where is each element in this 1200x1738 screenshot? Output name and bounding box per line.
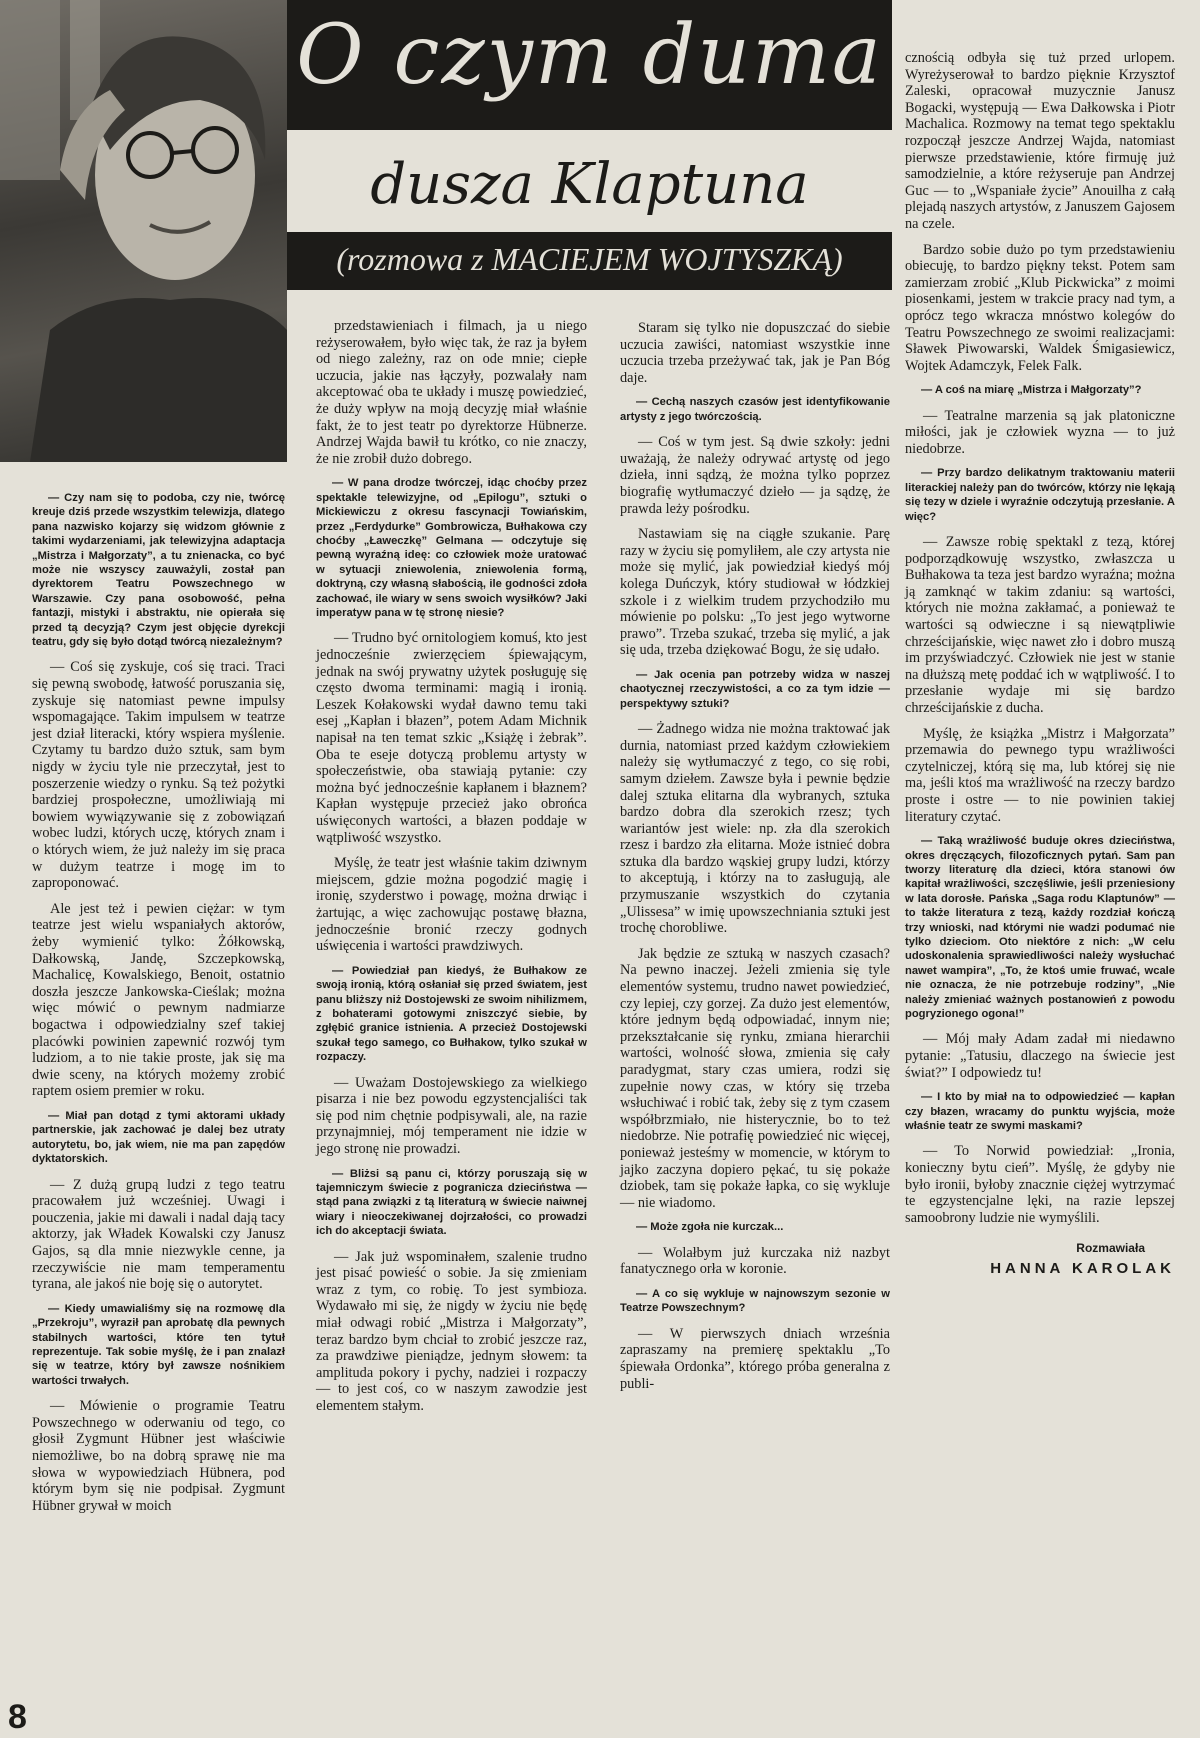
- interview-paragraph: — Coś się zyskuje, coś się traci. Traci się pewną swobodę, łatwość poruszania się, zyskuje się natomiast pewne impulsy wspomagające. Takim impulsem w teatrze jest dział literacki, który wspiera myślenie. Czytamy tu bardzo dużo sztuk, sam bym nigdy w życiu tyle nie przeczytał, jest to poszerzenie wiedzy o rynku. Są też pożytki bardziej prospołeczne, umożliwiają mi bowiem wywiązywanie się z zobowiązań wobec ludzi, których uczę, których znam i o których wiem, że już należy im się praca w dużym teatrze i mogę im to zaproponować.: [32, 659, 285, 892]
- interview-paragraph: Nastawiam się na ciągłe szukanie. Parę razy w życiu się pomyliłem, ale czy artysta nie może się mylić, jak powiedział kiedyś mój kolega Duńczyk, który studiował w łódzkiej szkole i z wielkim trudem przychodziło mu mówienie po polsku: „To jest jego wytworne prawo”. Trzeba szukać, trzeba się mylić, a jak się uda, trzeba dziękować Bogu, że się udało.: [620, 526, 890, 659]
- interview-paragraph: — Uważam Dostojewskiego za wielkiego pisarza i nie bez powodu egzystencjaliści tak się pod nim chętnie podpisywali, ale, na razie przynajmniej, mój temperament nie idzie w jego stronę nie prowadzi.: [316, 1074, 587, 1157]
- interview-paragraph: — Mój mały Adam zadał mi niedawno pytanie: „Tatusiu, dlaczego na świecie jest świat?” I odpowiedz tu!: [905, 1031, 1175, 1081]
- interview-paragraph: Staram się tylko nie dopuszczać do siebie uczucia zawiści, natomiast wszystkie inne uczucia trzeba przeżywać tak, jak je Pan Bóg daje.: [620, 320, 890, 386]
- interview-paragraph: — Z dużą grupą ludzi z tego teatru pracowałem już wcześniej. Uwagi i pouczenia, jakie mi dawali i nadal dają tacy aktorzy, jak Władek Kowalski czy Janusz Gajos, są dla mnie niezwykle cenne, ja rzeczywiście nie mam temperamentu tyrana, ale jakoś nie boję się o autorytet.: [32, 1176, 285, 1293]
- interview-question: — W pana drodze twórczej, idąc choćby przez spektakle telewizyjne, od „Epilogu”, sztuki o Mickiewiczu z okresu fascynacji Towiańskim, przez „Ferdydurke” Gombrowicza, Bułhakowa czy choćby „Ławeczkę” Gelmana — odczytuje się pewną wyraźną ideę: co człowiek może uratować w sytuacji zniewolenia, zniewolenia formą, doktryną, czy własną słabością, ile godności zdoła zachować, ile wiary w sens swoich wysiłków? Jaki imperatyw pana w tę stronę niesie?: [316, 477, 587, 619]
- title-line-2: dusza Klaptuna: [370, 152, 809, 217]
- article-title: [287, 0, 892, 298]
- interview-paragraph: Myślę, że książka „Mistrz i Małgorzata” przemawia do pewnego typu wrażliwości czytelniczej, którą się ma, lub której się nie ma, jeśli ktoś ma wrażliwość na rzeczy bardzo proste i ostre — to nie powinien takiej literatury czytać.: [905, 725, 1175, 825]
- interview-paragraph: — Trudno być ornitologiem komuś, kto jest jednocześnie zwierzęciem śpiewającym, jednak na swój prywatny użytek posługuję się często dwoma terminami: magią i ironią. Leszek Kołakowski wydał dawno temu taki esej „Kapłan i błazen”, potem Adam Michnik napisał na ten temat szkic „Książę i żebrak”. Oba te eseje dotyczą problemu artysty w społeczeństwie, oba stawiają pytanie: czy można być jednocześnie kapłanem i błaznem? Kapłan występuje przecież jako obrońca uświęconych wartości, a błazen poddaje w wątpliwość wszystko.: [316, 630, 587, 846]
- interview-question: — Czy nam się to podoba, czy nie, twórcę kreuje dziś przede wszystkim telewizja, dlatego pana nazwisko kojarzy się widzom głównie z takimi wydarzeniami, jak telewizyjna adaptacja „Mistrza i Małgorzaty”, a tu znienacka, co być może nie wszyscy zauważyli, został pan dyrektorem Teatru Powszechnego w Warszawie. Czy pana osobowość, pełna fantazji, mistyki i abstraktu, nie opierała się przed tą decyzją? Czym jest objęcie dyrekcji teatru, gdy się było dotąd twórcą niezależnym?: [32, 492, 285, 649]
- interview-paragraph: Jak będzie ze sztuką w naszych czasach? Na pewno inaczej. Jeżeli zmienia się tyle elementów systemu, trudno nawet powiedzieć, czy lepiej, czy gorzej. Za dużo jest elementów, które jednym będą odpowiadać, innym nie; przekształcanie się rynku, zmiana hierarchii wartości, wolność słowa, zmienia się cały paradygmat, stary czas umiera, rodzi się zupełnie nowy czas, w który się trzeba wsłuchiwać i robić tak, żeby się z tym czasem współbrzmiało, nie histerycznie, bo to też niedobrze. Nie potrafię powiedzieć nic więcej, ponieważ jesteśmy w momencie, w którym to jajko zaczyna dopiero pękać, tu się pokaże dziobek, tam się pokaże łapka, co się wykluje — nie wiadomo.: [620, 945, 890, 1211]
- interview-paragraph: — W pierwszych dniach września zapraszamy na premierę spektaklu „To śpiewała Ordonka”, którego próba generalna z publi-: [620, 1325, 890, 1392]
- column-3: [620, 320, 890, 1401]
- column-2: [316, 318, 587, 1423]
- portrait-photo: [0, 0, 287, 462]
- signature-name: HANNA KAROLAK: [990, 1260, 1175, 1278]
- portrait-photo-drawing: [0, 0, 287, 462]
- interview-paragraph: — Jak już wspominałem, szalenie trudno jest pisać powieść o sobie. Ja się zmieniam wraz z tym, co robię. To jest symbioza. Wydawało mi się, że nigdy w życiu nie będę miał odwagi robić „Mistrza i Małgorzaty”, teraz bardzo bym chciał to zrobić jeszcze raz, za prawdziwe pieniądze, jednym słowem: ta amplituda pokory i pychy, nadziei i rozpaczy — to jest coś, co w naszym zawodzie jest elementem stałym.: [316, 1248, 587, 1414]
- title-line-1: O czym duma: [296, 8, 883, 103]
- page-number: 8: [8, 1698, 27, 1736]
- interview-question: — Powiedział pan kiedyś, że Bułhakow ze swoją ironią, którą osłaniał się przed światem, jest panu bliższy niż Dostojewski ze swoim nihilizmem, z bohaterami gotowymi zniszczyć siebie, by zgłębić granice istnienia. A przecież Dostojewski szukał tego samego, co Bułhakow, tylko szukał w rozpaczy.: [316, 964, 587, 1064]
- interview-paragraph: Myślę, że teatr jest właśnie takim dziwnym miejscem, gdzie można pogodzić magię i ironię, szyderstwo i powagę, można drwiąc i żartując, a więc zachowując postawę błazna, jednocześnie bronić rzeczy godnych uświęcenia i wartości prawdziwych.: [316, 855, 587, 955]
- interview-question: — A coś na miarę „Mistrza i Małgorzaty”?: [921, 384, 1142, 397]
- column-1: [32, 487, 285, 1523]
- title-subtitle: (rozmowa z MACIEJEM WOJTYSZKĄ): [336, 241, 843, 277]
- interview-paragraph: Bardzo sobie dużo po tym przedstawieniu obiecuję, to bardzo piękny tekst. Potem sam zamierzam zrobić „Klub Pickwicka” z moimi piosenkami, jestem w trakcie pracy nad tym, a oprócz tego wkracza mnóstwo kolegów do Teatru Powszechnego ze swoimi realizacjami: Sławek Piwowarski, Waldek Śmigasiewicz, Wojtek Adamczyk, Felek Falk.: [905, 241, 1175, 374]
- interview-paragraph: — Teatralne marzenia są jak platoniczne miłości, jak je człowiek wyzna — to już niedobrze.: [905, 407, 1175, 457]
- interview-question: — Przy bardzo delikatnym traktowaniu materii literackiej należy pan do twórców, którzy nie lękają się tezy w dziele i wyraźnie odczytują przesłanie. A więc?: [905, 467, 1175, 523]
- interview-paragraph: — To Norwid powiedział: „Ironia, konieczny bytu cień”. Myślę, że gdyby nie było ironii, byłoby znacznie ciężej wytrzymać te egzystencjalne lęki, na razie lepszej samoobrony ludzie nie wymyślili.: [905, 1143, 1175, 1226]
- interview-question: — Taką wrażliwość buduje okres dzieciństwa, okres dręczących, filozoficznych pytań. Sam pan tworzy literaturę dla dzieci, która stanowi ów kapitał wrażliwości, szczęśliwie, jeśli przeniesiony w lata dorosłe. Pańska „Saga rodu Klaptunów” — to także literatura z tezą, każdy rozdział kończą trzy wnioski, nad którymi nie wadzi podumać nie tylko dzieciom. Oto niektóre z nich: „W celu udoskonalenia sprawiedliwości należy wysłuchać nawet wampira”, „To, że ktoś umie fruwać, wcale nie oznacza, że nie potrzebuje rodziny”, „Nie należy zmieniać ważnych postanowień z powodu pogryzionego ogona!”: [905, 835, 1175, 1021]
- interview-paragraph: cznością odbyła się tuż przed urlopem. Wyreżyserował to bardzo pięknie Krzysztof Zaleski, opracował muzycznie Janusz Bogacki, występują — Ewa Dałkowska i Piotr Machalica. Rozmowy na temat tego spektaklu rozpoczął jeszcze Andrzej Wajda, natomiast pierwsze przedstawienie, które firmuję już samodzielnie, a które reżyseruje pan Andrzej Guc — to „Wspaniałe życie” Anouilha z całą plejadą naszych artystów, z Januszem Gajosem na czele.: [905, 50, 1175, 232]
- interview-paragraph: — Mówienie o programie Teatru Powszechnego w oderwaniu od tego, co głosił Zygmunt Hübner jest właściwie niemożliwe, bo na dobrą sprawę nie ma słowa w wypowiedziach Hübnera, pod którym bym się nie podpisał. Zygmunt Hübner grywał w moich: [32, 1398, 285, 1514]
- interview-paragraph: — Coś w tym jest. Są dwie szkoły: jedni uważają, że należy odrywać artystę od jego dzieła, inni sądzą, że można tylko poprzez biografię wytłumaczyć dzieło — ja sądzę, że prawda leży pośrodku.: [620, 434, 890, 517]
- interview-question: — Miał pan dotąd z tymi aktorami układy partnerskie, jak zachować je dalej bez utraty autorytetu, bo, jak wiem, nie ma pan zapędów dyktatorskich.: [32, 1109, 285, 1166]
- interview-question: — Może zgoła nie kurczak...: [636, 1221, 784, 1234]
- interview-paragraph: — Żadnego widza nie można traktować jak durnia, natomiast przed każdym człowiekiem należy się wytłumaczyć z tego, co się robi, samym dziełem. Zawsze była i pewnie będzie dalej sztuka elitarna dla wybranych, sztuka bardzo dobra dla szerokich rzesz; tych wariantów jest wiele: np. zła dla szerokich rzesz i bardzo zła elitarna. Może istnieć dobra sztuka dla bardzo wąskiej grupy ludzi, którzy to akceptują, i którzy na to zasługują, ale przymuszanie wszystkich do czytania „Ulissesa” w imię upowszechniania sztuki jest trochę chorobliwe.: [620, 721, 890, 937]
- column-4: [905, 50, 1175, 1278]
- interview-paragraph: Ale jest też i pewien ciężar: w tym teatrze jest wielu wspaniałych aktorów, żeby wymienić tylko: Żółkowską, Dałkowską, Jandę, Szczepkowską, Machalicę, Kowalskiego, Benoit, ostatnio doszła jeszcze Jankowska-Cieślak; można więc mówić o pewnym nadmiarze bogactwa i odpowiedzialny szef takiej placówki powinien zapewnić rozwój tym ludziom, a to nie takie proste, jak się ma dwie sceny, na których możemy zrobić raptem osiem premier w roku.: [32, 900, 285, 1100]
- interview-paragraph: przedstawieniach i filmach, ja u niego reżyserowałem, było więc tak, że raz ja byłem od niego zależny, raz on ode mnie; ciepłe uczucia, jakie nas łączyły, pozwalały nam akceptować oba te układy i muszę powiedzieć, że duży wpływ na moją decyzję miał właśnie fakt, że to jest teatr po dyrektorze Hübnerze. Andrzej Wajda bawił tu krótko, co nie znaczy, że nie zrobił dużo dobrego.: [316, 318, 587, 467]
- interview-question: — Cechą naszych czasów jest identyfikowanie artysty z jego twórczością.: [620, 396, 890, 423]
- interview-question: — I kto by miał na to odpowiedzieć — kapłan czy błazen, wracamy do punktu wyjścia, może właśnie teatr ze swymi maskami?: [905, 1091, 1175, 1133]
- interview-paragraph: — Wolałbym już kurczaka niż nazbyt fanatycznego orła w koronie.: [620, 1244, 890, 1278]
- interview-question: — Jak ocenia pan potrzeby widza w naszej chaotycznej rzeczywistości, a co za tym idzie — perspektywy sztuki?: [620, 668, 890, 710]
- interview-paragraph: — Zawsze robię spektakl z tezą, której podporządkowuję wszystko, zwłaszcza u Bułhakowa ta teza jest bardzo wyraźna; można ją zamknąć w takim zdaniu: są wartości, których nie można zakłamać, a ponieważ te wartości są odwieczne i są niewątpliwie chrześcijańskie, więc nawet zło i dobro muszą im przyświadczyć. Człowiek nie jest w stanie na dłuższą metę poddać ich w wątpliwość. I to przesłanie wydaje mi się bardzo chrześcijańskie z ducha.: [905, 534, 1175, 717]
- interview-question: — A co się wykluje w najnowszym sezonie w Teatrze Powszechnym?: [620, 1287, 890, 1315]
- signature-label: Rozmawiała: [1076, 1241, 1145, 1256]
- interview-question: — Bliżsi są panu ci, którzy poruszają się w tajemniczym świecie z pogranicza dzieciństwa — stąd pana związki z tą literaturą w świecie naiwnej wiary i nieoczekiwanej dojrzałości, co prowadzi ich do akceptacji świata.: [316, 1167, 587, 1238]
- interview-question: — Kiedy umawialiśmy się na rozmowę dla „Przekroju”, wyraził pan aprobatę dla pewnych stabilnych wartości, które ten tytuł reprezentuje. Tak sobie myślę, że i pan znalazł się w teatrze, który był zawsze nośnikiem wartości trwałych.: [32, 1302, 285, 1387]
